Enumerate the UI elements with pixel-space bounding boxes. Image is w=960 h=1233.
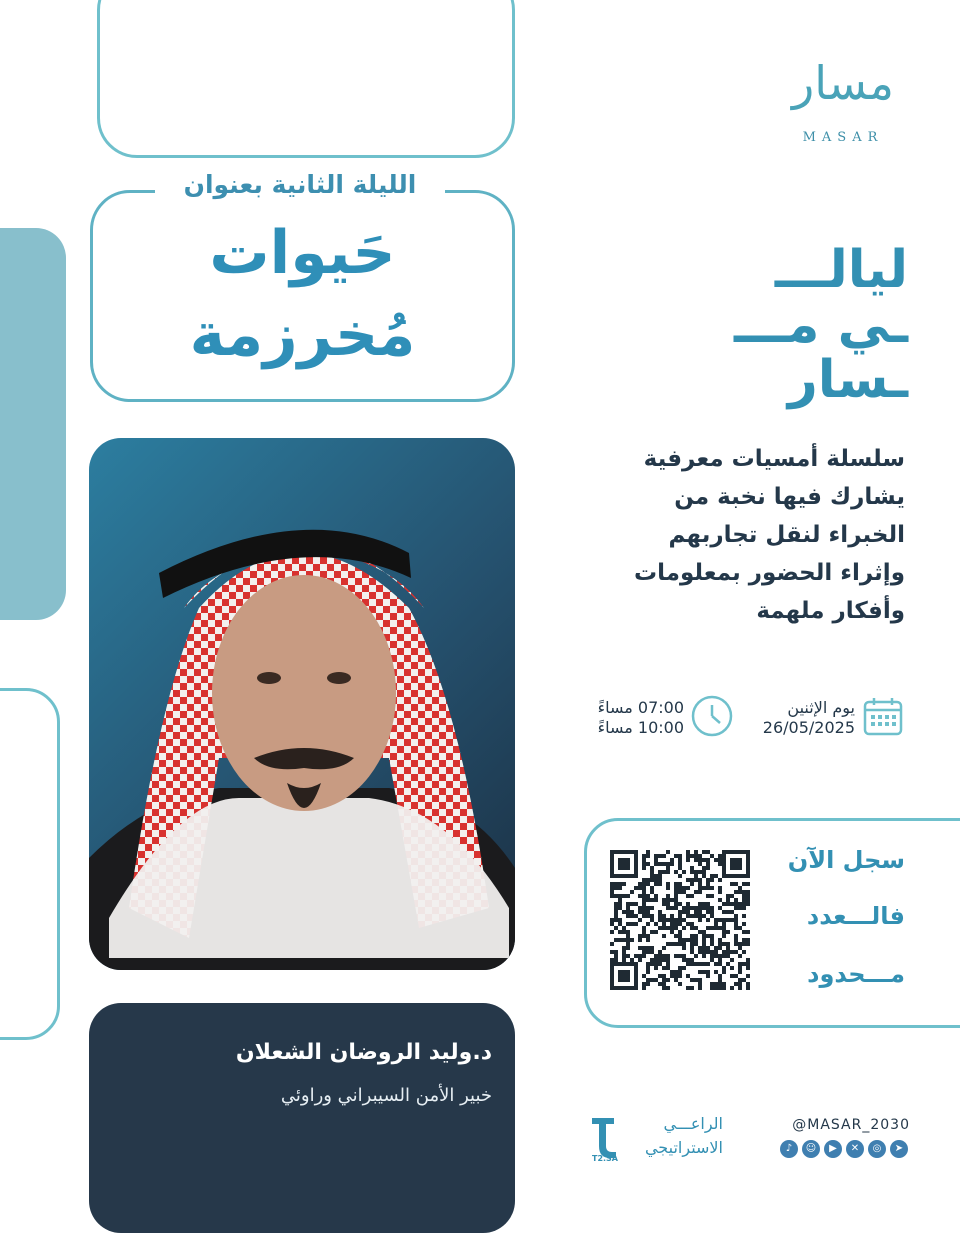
x-icon[interactable]: ✕ [846, 1140, 864, 1158]
description-line: يشارك فيها نخبة من [674, 484, 905, 510]
snapchat-icon[interactable]: ☺ [802, 1140, 820, 1158]
tiktok-icon[interactable]: ♪ [780, 1140, 798, 1158]
social-handle[interactable]: @MASAR_2030 [792, 1117, 910, 1133]
speaker-photo [89, 438, 515, 970]
logo-latin: MASAR [802, 130, 884, 145]
series-line-2: ـي مـــ [733, 295, 908, 355]
title-line-1: حَيوات [209, 218, 396, 288]
event-end-time: 10:00 مساءً [597, 718, 684, 737]
decorative-frame-top [97, 0, 515, 158]
event-date [740, 698, 855, 738]
event-date-value: 26/05/2025 [762, 718, 855, 737]
speaker-card [89, 1003, 515, 1233]
series-line-1: ليالـــ [774, 240, 908, 300]
masar-logo [778, 48, 908, 148]
description-line: وإثراء الحضور بمعلومات [633, 560, 905, 586]
register-line-1: سجل الآن [787, 846, 905, 874]
speaker-name: د.وليد الروضان الشعلان [235, 1040, 492, 1065]
sponsor-line-2: الاستراتيجي [644, 1138, 723, 1157]
t2-logo-text: T2.SA [591, 1154, 619, 1162]
night-label: الليلة الثانية بعنوان [155, 170, 445, 199]
decorative-side-block [0, 228, 66, 620]
register-line-3: مـــحدود [807, 960, 905, 988]
description-line: وأفكار ملهمة [756, 598, 905, 624]
sponsor-label [618, 1112, 723, 1160]
logo-arabic: مسار [792, 56, 894, 110]
series-line-3: ـسار [787, 350, 908, 410]
event-start-time: 07:00 مساءً [597, 698, 684, 717]
description-line: الخبراء لنقل تجاربهم [668, 522, 905, 548]
description-line: سلسلة أمسيات معرفية [643, 446, 905, 472]
instagram-icon[interactable]: ◎ [868, 1140, 886, 1158]
event-day: يوم الإثنين [787, 698, 855, 717]
telegram-icon[interactable]: ➤ [890, 1140, 908, 1158]
clock-icon [690, 694, 734, 738]
event-time [578, 698, 684, 738]
speaker-role: خبير الأمن السيبراني وراوئي [280, 1085, 492, 1106]
qr-code[interactable] [610, 850, 750, 990]
sponsor-line-1: الراعـــي [663, 1114, 723, 1133]
title-line-2: مُخرزمة [189, 300, 416, 370]
social-icons [772, 1140, 908, 1160]
youtube-icon[interactable]: ▶ [824, 1140, 842, 1158]
t2-logo [588, 1112, 622, 1162]
description [560, 440, 905, 630]
register-line-2: فالـــعدد [806, 902, 905, 930]
decorative-side-frame [0, 688, 60, 1040]
calendar-icon [862, 696, 904, 738]
